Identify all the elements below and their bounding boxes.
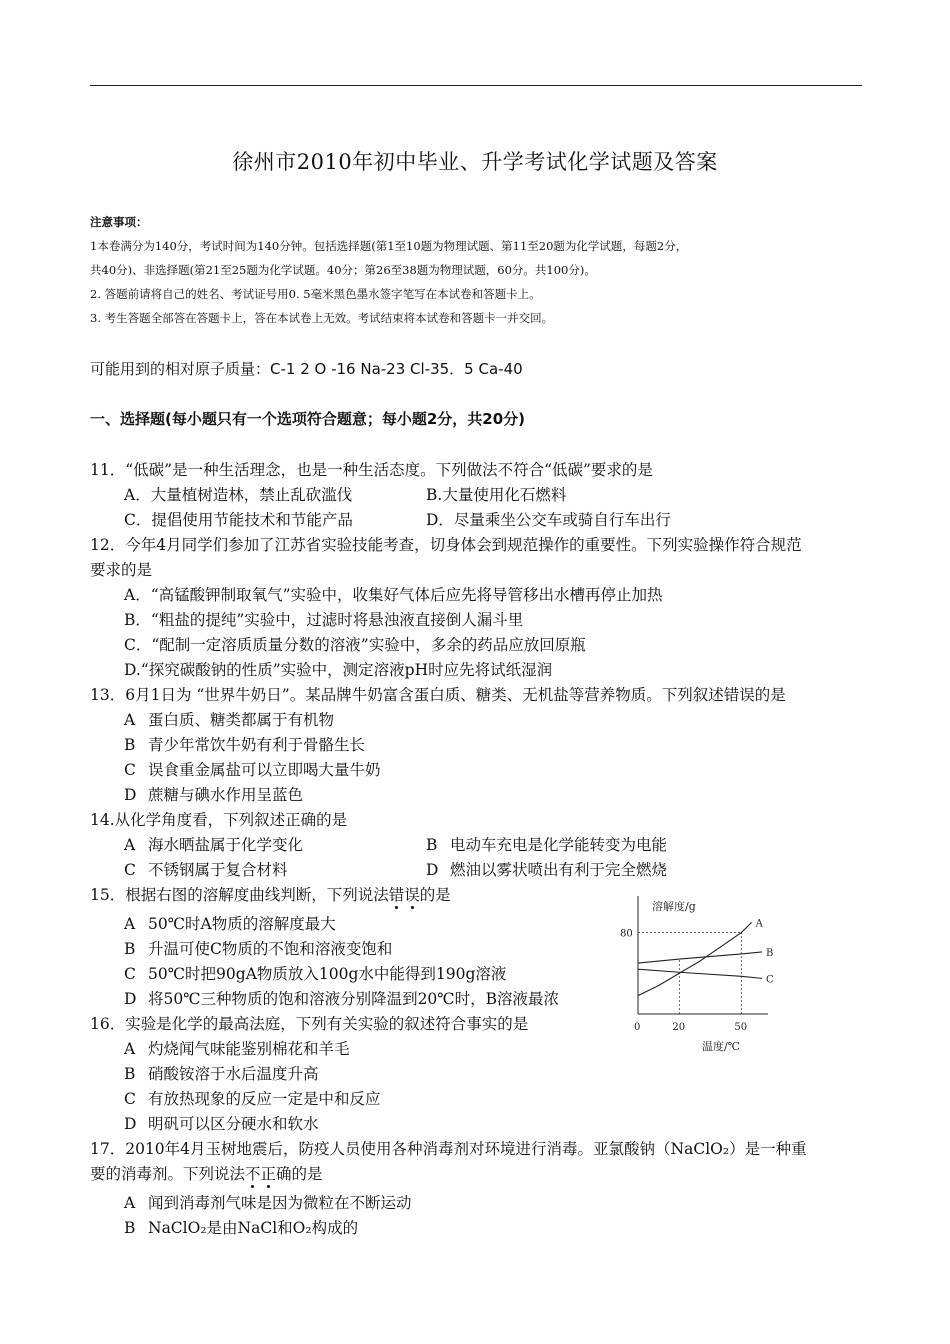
option-label: A [124, 1040, 136, 1058]
series-label-A: A [755, 918, 763, 930]
series-label-B: B [766, 947, 774, 959]
q13-stem: 13．6月1日为 “世界牛奶日”。某品牌牛奶富含蛋白质、糖类、无机盐等营养物质。下列叙述错误的是 [90, 686, 786, 704]
option-label: A [124, 711, 136, 729]
option-text: 误食重金属盐可以立即喝大量牛奶 [148, 761, 381, 779]
q17-stem: 17．2010年4月玉树地震后，防疫人员使用各种消毒剂对环境进行消毒。亚氯酸钠（NaClO₂）是一种重 [90, 1140, 807, 1158]
option-text: 有放热现象的反应一定是中和反应 [148, 1090, 381, 1108]
notes-heading: 注意事项： [90, 215, 148, 229]
option-label: B [124, 1219, 136, 1237]
q15-option [124, 962, 506, 984]
option-text: 明矾可以区分硬水和软水 [148, 1115, 319, 1133]
series-label-C: C [766, 974, 774, 986]
q16-stem: 16．实验是化学的最高法庭，下列有关实验的叙述符合事实的是 [90, 1015, 529, 1033]
emphasis-char: 错 [388, 886, 405, 904]
option-label: C [124, 861, 136, 879]
option-label: C [124, 761, 136, 779]
option-text: 燃油以雾状喷出有利于完全燃烧 [450, 861, 668, 879]
q14-option-a [124, 833, 303, 855]
q17-stem-cont [90, 1162, 323, 1184]
option-text: 升温可使C物质的不饱和溶液变饱和 [148, 940, 393, 958]
option-label: C [124, 1090, 136, 1108]
option-text: 电动车充电是化学能转变为电能 [450, 836, 668, 854]
option-label: D [124, 1115, 137, 1133]
q11-stem: 11．“低碳”是一种生活理念，也是一种生活态度。下列做法不符合“低碳”要求的是 [90, 461, 653, 479]
q13-option [124, 733, 365, 755]
option-text: 50℃时把90gA物质放入100g水中能得到190g溶液 [148, 965, 507, 983]
q11-option-b: B.大量使用化石燃料 [426, 486, 567, 504]
q11-option-c: C．提倡使用节能技术和节能产品 [124, 511, 353, 529]
top-rule [90, 85, 862, 86]
q16-option [124, 1037, 350, 1059]
q17-option [124, 1216, 358, 1238]
note-line: 2. 答题前请将自己的姓名、考试证号用0. 5毫米黑色墨水签字笔写在本试卷和答题卡上。 [90, 287, 541, 301]
y-tick-label: 80 [620, 928, 633, 940]
q12-option-a: A．“高锰酸钾制取氧气”实验中，收集好气体后应先将导管移出水槽再停止加热 [124, 586, 663, 604]
option-text: 蔗糖与碘水作用呈蓝色 [148, 786, 304, 804]
option-label: D [124, 786, 137, 804]
option-label: B [124, 940, 136, 958]
note-line: 1本卷满分为140分，考试时间为140分钟。包括选择题(第1至10题为物理试题、第11至20题为化学试题，每题2分， [90, 239, 688, 253]
q12-option-b: B．“粗盐的提纯”实验中，过滤时将悬浊液直接倒人漏斗里 [124, 611, 524, 629]
q15-option [124, 937, 392, 959]
page-title: 徐州市2010年初中毕业、升学考试化学试题及答案 [232, 150, 718, 174]
option-text: 硝酸铵溶于水后温度升高 [148, 1065, 319, 1083]
q14-option-b [426, 833, 667, 855]
option-label: D [426, 861, 439, 879]
q15-stem [90, 883, 451, 905]
q16-option [124, 1062, 319, 1084]
stem-text: 15．根据右图的溶解度曲线判断，下列说法 [90, 886, 389, 904]
option-label: A [124, 836, 136, 854]
emphasis-char: 不 [245, 1165, 261, 1183]
option-text: 闻到消毒剂气味是因为微粒在不断运动 [148, 1194, 412, 1212]
q11-option-d: D．尽量乘坐公交车或骑自行车出行 [426, 511, 671, 529]
q17-option [124, 1191, 412, 1213]
x-axis-label: 温度/℃ [702, 1040, 741, 1053]
option-text: 将50℃三种物质的饱和溶液分别降温到20℃时，B溶液最浓 [148, 990, 560, 1008]
series-line-C [638, 969, 762, 978]
q15-option [124, 987, 559, 1009]
stem-text: 确的是 [276, 1165, 323, 1183]
section-title: 一、选择题(每小题只有一个选项符合题意；每小题2分，共20分) [90, 410, 526, 428]
note-line: 共40分)、非选择题(第21至25题为化学试题。40分；第26至38题为物理试题，60分。共100分)。 [90, 263, 596, 277]
emphasis-char: 误 [404, 886, 420, 904]
q13-option [124, 758, 381, 780]
y-axis-label: 溶解度/g [652, 900, 696, 913]
x-tick-label: 20 [672, 1022, 686, 1033]
atomic-mass: 可能用到的相对原子质量：C-1 2 O -16 Na-23 Cl-35．5 Ca-40 [90, 360, 523, 378]
notes-block [90, 210, 870, 330]
q12-stem: 12．今年4月同学们参加了江苏省实验技能考查，切身体会到规范操作的重要性。下列实验操作符合规范 [90, 536, 802, 554]
option-label: A [124, 915, 136, 933]
q13-option [124, 708, 334, 730]
emphasis-char: 正 [260, 1165, 277, 1183]
q14-option-d [426, 858, 667, 880]
q12-option-c: C．“配制一定溶质质量分数的溶液”实验中，多余的药品应放回原瓶 [124, 636, 586, 654]
q12-option-d: D.“探究碳酸钠的性质”实验中，测定溶液pH时应先将试纸湿润 [124, 661, 553, 679]
q16-option [124, 1087, 381, 1109]
option-label: B [124, 1065, 136, 1083]
option-text: 灼烧闻气味能鉴别棉花和羊毛 [148, 1040, 350, 1058]
option-text: NaClO₂是由NaCl和O₂构成的 [148, 1219, 359, 1237]
q12-stem-cont: 要求的是 [90, 561, 153, 579]
option-label: B [124, 736, 136, 754]
q11-option-a: A．大量植树造林，禁止乱砍滥伐 [124, 486, 353, 504]
option-text: 青少年常饮牛奶有利于骨骼生长 [148, 736, 366, 754]
note-line: 3. 考生答题全部答在答题卡上，答在本试卷上无效。考试结束将本试卷和答题卡一并交回。 [90, 311, 554, 325]
q14-stem: 14.从化学角度看，下列叙述正确的是 [90, 811, 348, 829]
option-label: B [426, 836, 438, 854]
q15-option [124, 912, 336, 934]
stem-text: 的是 [419, 886, 451, 904]
option-label: C [124, 965, 136, 983]
option-text: 不锈钢属于复合材料 [148, 861, 288, 879]
stem-text: 要的消毒剂。下列说法 [90, 1165, 246, 1183]
option-label: D [124, 990, 137, 1008]
option-text: 50℃时A物质的溶解度最大 [148, 915, 336, 933]
x-tick-label: 0 [634, 1022, 641, 1033]
q14-option-c [124, 858, 288, 880]
option-text: 蛋白质、糖类都属于有机物 [148, 711, 335, 729]
x-tick-label: 50 [734, 1022, 748, 1033]
solubility-chart [612, 884, 787, 1056]
option-text: 海水晒盐属于化学变化 [148, 836, 304, 854]
series-line-A [638, 922, 752, 995]
q13-option [124, 783, 303, 805]
option-label: A [124, 1194, 136, 1212]
q16-option [124, 1112, 319, 1134]
